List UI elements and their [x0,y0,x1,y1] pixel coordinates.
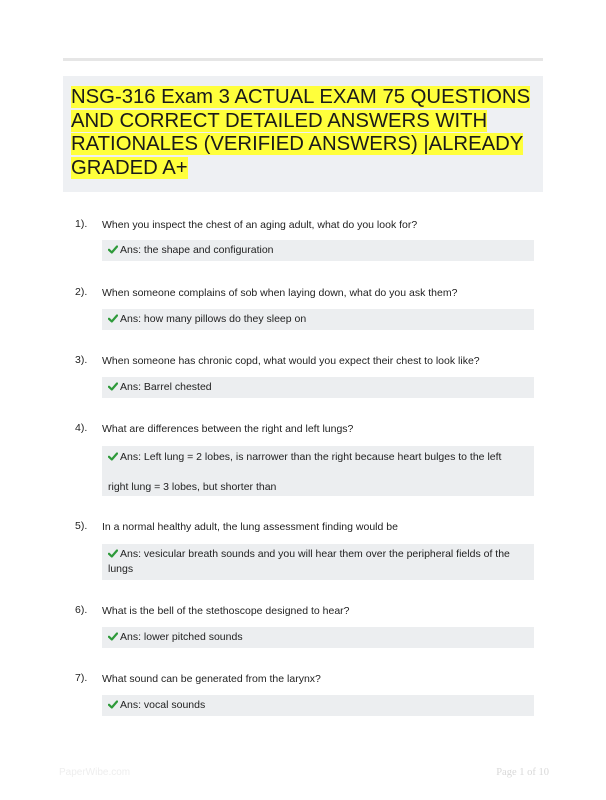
answer-text: Ans: vocal sounds [120,699,206,711]
question-text: What sound can be generated from the larynx? [102,673,321,685]
answer-text: lungs [108,563,134,575]
question-number: 7). [75,672,88,684]
question-text: When someone has chronic copd, what would you expect their chest to look like? [102,355,480,367]
footer-watermark: PaperWibe.com [59,767,131,778]
title-highlight: NSG-316 Exam 3 ACTUAL EXAM 75 QUESTIONS AND CORRECT DETAILED ANSWERS WITH RATIONALES (VERIFIED ANSWERS) |ALREADY GRADED A+ [71,86,531,179]
document-title [71,86,535,180]
question-text: What is the bell of the stethoscope designed to hear? [102,605,350,617]
question-number: 1). [75,218,88,230]
answer-text: Ans: lower pitched sounds [120,631,243,643]
answer-text: Ans: the shape and configuration [120,244,274,256]
check-icon [108,632,118,641]
check-icon [108,452,118,461]
answer-text: Ans: Left lung = 2 lobes, is narrower than the right because heart bulges to the left [120,451,502,463]
answer-box [102,544,534,580]
answer-box [102,240,534,261]
answer-text: right lung = 3 lobes, but shorter than [108,481,277,493]
check-icon [108,549,118,558]
answer-text: Ans: how many pillows do they sleep on [120,313,307,325]
answer-text: Ans: vesicular breath sounds and you will hear them over the peripheral fields of the [120,548,510,560]
question-text: In a normal healthy adult, the lung assessment finding would be [102,521,398,533]
answer-box [102,695,534,716]
check-icon [108,314,118,323]
question-number: 6). [75,604,88,616]
answer-box [102,377,534,398]
top-divider [63,58,543,61]
question-number: 2). [75,286,88,298]
question-number: 4). [75,422,88,434]
check-icon [108,700,118,709]
answer-line [108,547,528,562]
check-icon [108,245,118,254]
answer-line [108,450,528,465]
title-banner [63,76,543,192]
answer-box [102,446,534,496]
answer-box [102,627,534,648]
check-icon [108,382,118,391]
answer-box [102,309,534,330]
answer-text: Ans: Barrel chested [120,381,212,393]
question-text: When someone complains of sob when laying down, what do you ask them? [102,287,458,299]
question-number: 3). [75,354,88,366]
question-text: What are differences between the right and left lungs? [102,423,354,435]
question-number: 5). [75,520,88,532]
question-text: When you inspect the chest of an aging adult, what do you look for? [102,219,418,231]
page-number: Page 1 of 10 [496,767,549,778]
